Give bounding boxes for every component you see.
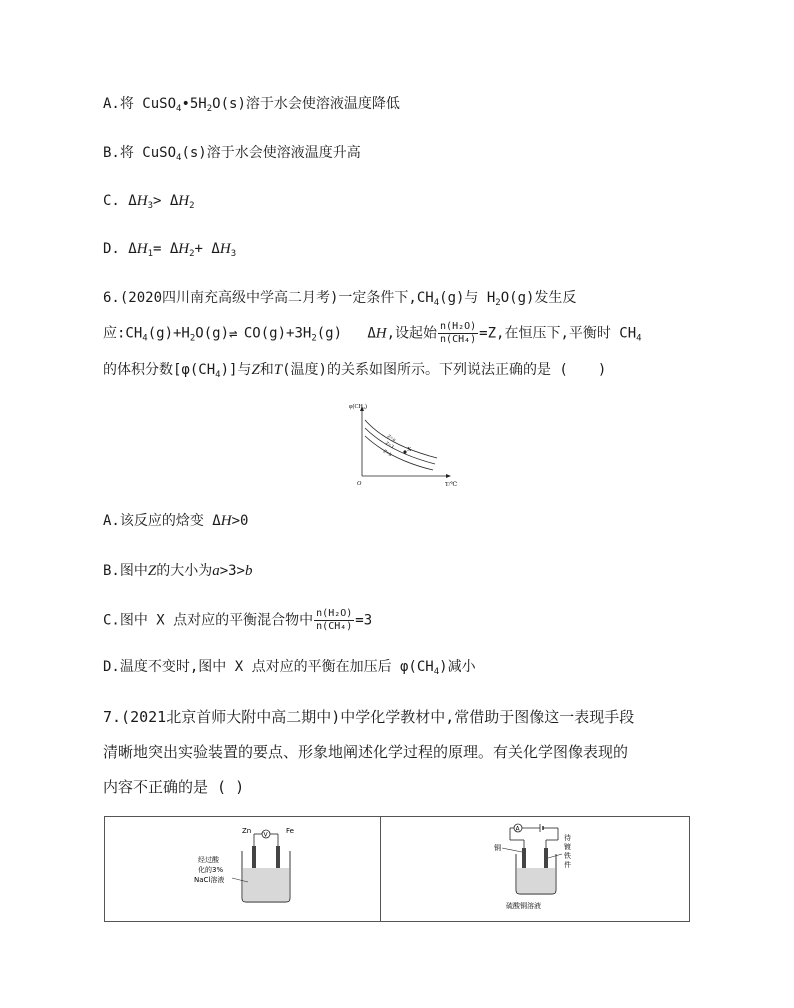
curve-label-a: Z=a [386,434,396,444]
option-5b: B.将 CuSO$_4$(s)溶于水会使溶液温度升高 [103,145,361,163]
svg-text:镀: 镀 [564,843,571,851]
svg-text:件: 件 [564,861,571,869]
point-x-label: X [407,447,412,453]
q6-line3: 的体积分数$[\varphi(CH_4)]$与Z和T(温度)的关系如图所示。下列说法正确的是 ( ) [103,362,607,380]
option-6c: C.图中 X 点对应的平衡混合物中 $\frac{\text{n(H₂O)}}{\text{n(CH₄)}}$ =3 [103,608,373,632]
x-axis-label: T/℃ [445,482,458,488]
option-6a: A.该反应的焓变 ΔH>0 [103,513,249,529]
q7-line2: 清晰地突出实验装置的要点、形象地阐述化学过程的原理。有关化学图像表现的 [103,743,629,761]
option-5a: A.将 $CuSO_4•5H_2O(s)$溶于水会使溶液温度降低 [103,96,400,114]
svg-text:V: V [263,831,268,839]
svg-text:Fe: Fe [286,827,294,835]
x-axis-arrow-icon [446,474,451,478]
equilibrium-arrow-icon: ⇌ [229,325,236,342]
svg-text:铜: 铜 [494,844,501,852]
curve-z-a [365,436,433,470]
svg-text:NaCl溶液: NaCl溶液 [194,876,225,884]
svg-text:铁: 铁 [564,852,571,860]
curve-label-b: Z=b [382,449,392,459]
option-5c: C. $\Delta H_3> \Delta H_2$ [103,193,195,211]
svg-text:A: A [515,825,520,833]
svg-text:待: 待 [564,834,571,842]
figure-table-divider [380,816,381,922]
option-5d: D. $\Delta H_1= \Delta H_2+ \Delta H_3$ [103,241,237,259]
svg-text:Zn: Zn [242,827,252,835]
phase-graph [347,400,467,490]
svg-text:硫酸铜溶液: 硫酸铜溶液 [506,902,541,910]
ratio-fraction-c: $\frac{\text{n(H₂O)}}{\text{n(CH₄)}}$ [316,608,353,632]
y-axis-label: φ(CH₄) [349,404,367,410]
curve-label-3: Z=3 [384,441,394,451]
option-6b: B.图中Z的大小为a>3>b [103,563,253,579]
q7-line1: 7.(2021北京首师大附中高二期中)中学化学教材中,常借助于图像这一表现手段 [103,708,635,726]
ratio-fraction: $\frac{\text{n(H₂O)}}{\text{n(CH₄)}}$ [440,321,477,345]
origin-label: O [357,481,362,487]
option-6d: D.温度不变时,图中 X 点对应的平衡在加压后 $\varphi(CH_4)$减小 [103,659,476,677]
figure-right [490,818,600,914]
figure-left [190,826,300,906]
svg-text:化的3%: 化的3% [198,866,224,874]
q6-line2: 应$:CH_4(g)+H_2O(g)\rightleftharpoons$ $CO(g)+3H_2(g)$ ΔH,设起始 $\frac{\text{n(H₂O)}}{\text{n(CH₄)}}$ =Z,在恒压下,平衡时 $CH_4$ [103,321,642,345]
q6-line1: 6.(2020四川南充高级中学高二月考)一定条件下$,CH_4(g)$与 $H_2O(g)$发生反 [103,290,577,308]
q7-line3: 内容不正确的是 ( ) [103,778,245,796]
svg-text:经过酸: 经过酸 [198,856,219,864]
